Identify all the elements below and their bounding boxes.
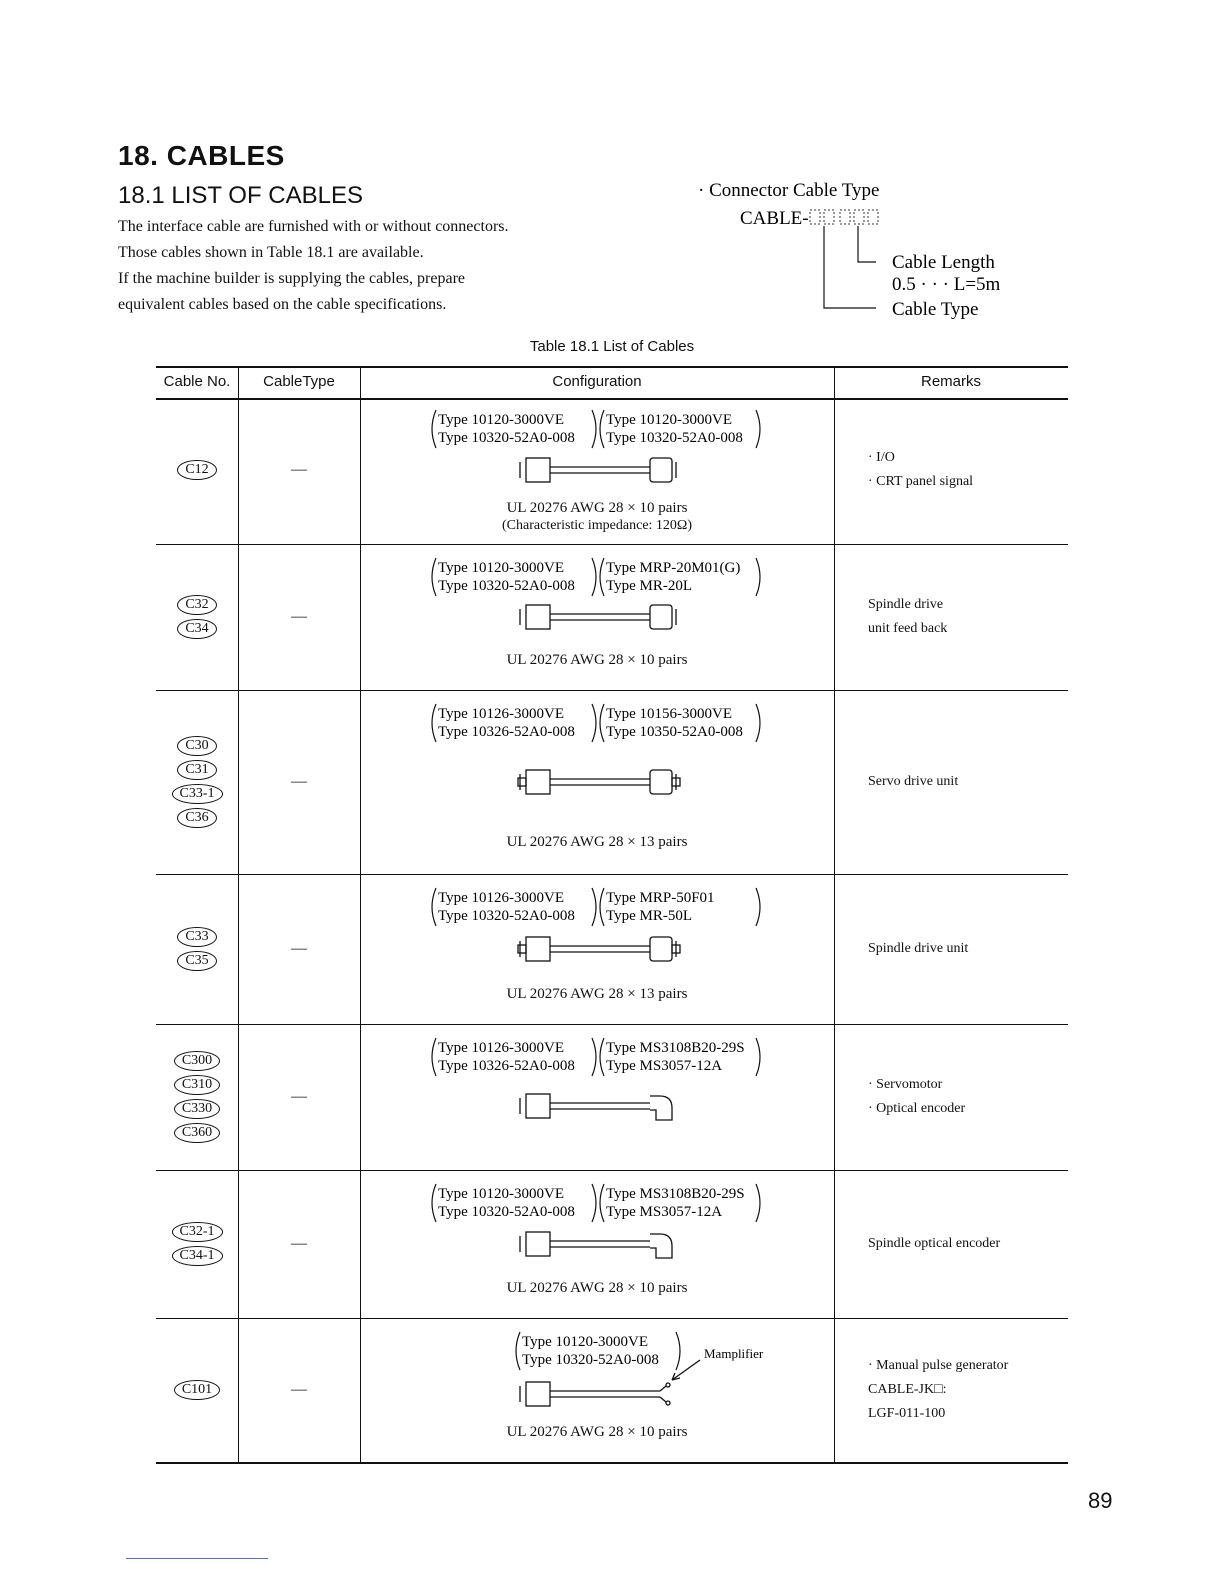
cable-number-badge: C33-1 [172,784,223,804]
cable-drawing [520,1094,672,1120]
right-connector-type: Type MS3108B20-29S [606,1186,745,1202]
cable-type-label: Cable Type [892,299,979,320]
cable-code: CABLE- [740,208,809,229]
cable-type-cell: — [291,940,307,957]
bracket [600,410,604,448]
cable-length-label: Cable Length [892,252,995,273]
remark-line: · Servomotor [868,1077,943,1092]
left-connector-type: Type 10120-3000VE [438,560,565,576]
cable-number-cell [156,1318,238,1462]
cable-diagram [360,1024,834,1170]
right-connector-type: Type 10156-3000VE [606,706,733,722]
intro-line: The interface cable are furnished with or without connectors. [118,218,509,235]
left-connector-type: Type 10120-3000VE [438,412,565,428]
table-row [156,1318,1068,1464]
cable-number-badge: C310 [174,1075,220,1095]
configuration-cell [360,1318,834,1462]
left-connector-type: Type 10120-3000VE [522,1334,649,1350]
left-connector-housing: Type 10320-52A0-008 [438,430,575,446]
cable-spec: UL 20276 AWG 28 × 10 pairs [506,1280,688,1296]
configuration-cell [360,544,834,690]
cable-spec: UL 20276 AWG 28 × 10 pairs [506,1424,688,1440]
bracket [600,1184,604,1222]
table-row [156,874,1068,1025]
left-connector-housing: Type 10326-52A0-008 [438,724,575,740]
remark-line: Spindle drive [868,597,944,612]
cable-spec: UL 20276 AWG 28 × 13 pairs [506,986,688,1002]
cable-number-cell [156,396,238,544]
bracket [592,410,596,448]
cable-number-badge: C34 [177,619,216,639]
cable-number-badge: C31 [177,760,216,780]
intro-line: equivalent cables based on the cable specifications. [118,296,447,313]
remarks-cell [868,690,1068,874]
header-configuration: Configuration [552,373,642,390]
bracket [592,704,596,742]
page-number: 89 [1088,1488,1113,1513]
right-angle-connector-shape [650,1096,672,1120]
remark-line: Spindle drive unit [868,941,969,956]
cable-number-cell [156,1170,238,1318]
bracket [432,888,436,926]
remarks-cell [868,1024,1068,1170]
remarks-cell [868,396,1068,544]
cable-number-badge: C30 [177,736,216,756]
right-connector-housing: Type MS3057-12A [606,1058,723,1074]
code-placeholder-boxes [810,210,878,224]
cable-type-cell: — [291,1088,307,1105]
bracket [516,1332,520,1370]
right-connector-type: Type MRP-20M01(G) [606,560,741,576]
intro-line: Those cables shown in Table 18.1 are available. [118,244,424,261]
cable-number-badge: C12 [177,460,216,480]
left-connector-shape [526,937,550,961]
cable-number-cell [156,874,238,1024]
table-row [156,1170,1068,1319]
bracket [756,1184,760,1222]
table-row [156,1024,1068,1171]
right-connector-shape [650,458,672,482]
remarks-cell [868,1318,1068,1462]
intro-text [118,214,509,318]
left-connector-shape [526,1232,550,1256]
cable-number-badge: C101 [174,1380,220,1400]
cable-drawing [520,1232,672,1258]
cable-spec: UL 20276 AWG 28 × 13 pairs [506,834,688,850]
table-row [156,690,1068,875]
bracket [756,1038,760,1076]
right-connector-shape [650,605,672,629]
remark-line: Spindle optical encoder [868,1236,1001,1251]
remarks-cell [868,544,1068,690]
remark-line: unit feed back [868,621,948,636]
left-connector-type: Type 10126-3000VE [438,706,565,722]
bracket [432,1038,436,1076]
cable-drawing [520,605,676,629]
cable-number-badge: C32 [177,595,216,615]
remark-line: · I/O [868,450,895,465]
cable-number-badge: C34-1 [172,1246,223,1266]
cable-number-cell [156,544,238,690]
cable-length-range: 0.5 · · · L=5m [892,274,1001,295]
cable-number-cell [156,690,238,874]
remark-line: · CRT panel signal [868,474,974,489]
left-connector-housing: Type 10320-52A0-008 [438,908,575,924]
remark-line: CABLE-JK□: [868,1382,947,1397]
right-connector-housing: Type MR-20L [606,578,693,594]
bracket [600,704,604,742]
column-divider [834,366,835,1462]
intro-line: If the machine builder is supplying the cables, prepare [118,270,465,287]
cable-number-badge: C32-1 [172,1222,223,1242]
remarks-cell [868,874,1068,1024]
left-connector-type: Type 10126-3000VE [438,890,565,906]
left-connector-shape [526,458,550,482]
bracket [756,410,760,448]
header-cable-no: Cable No. [163,373,231,390]
left-connector-housing: Type 10320-52A0-008 [438,578,575,594]
wire-terminal [666,1383,670,1387]
cable-spec-note: (Characteristic impedance: 120Ω) [502,518,692,533]
cable-number-badge: C330 [174,1099,220,1119]
cable-number-cell [156,1024,238,1170]
cable-type-heading: · Connector Cable Type [698,180,880,201]
left-connector-type: Type 10120-3000VE [438,1186,565,1202]
cable-number-badge: C35 [177,951,216,971]
configuration-cell [360,874,834,1024]
right-connector-housing: Type MS3057-12A [606,1204,723,1220]
right-connector-housing: Type 10320-52A0-008 [606,430,743,446]
cable-drawing [520,458,676,482]
bracket [592,888,596,926]
right-connector-housing: Type MR-50L [606,908,693,924]
remark-line: LGF-011-100 [868,1406,946,1421]
right-connector-type: Type MRP-50F01 [606,890,715,906]
bracket [592,1038,596,1076]
column-divider [360,366,361,1462]
header-remarks: Remarks [920,373,981,390]
table-row [156,396,1068,545]
bracket [592,558,596,596]
right-connector-type: Type 10120-3000VE [606,412,733,428]
left-connector-shape [526,770,550,794]
right-connector-shape [650,937,672,961]
right-connector-shape [650,770,672,794]
cable-type-cell: — [291,1235,307,1252]
bracket [432,558,436,596]
bracket [676,1332,680,1370]
footer-rule [126,1558,268,1559]
connector-cable-type-diagram [690,178,1030,323]
table-caption: Table 18.1 List of Cables [529,338,695,355]
cable-type-cell: — [291,461,307,478]
cable-number-badge: C360 [174,1123,220,1143]
right-connector-type: Type MS3108B20-29S [606,1040,745,1056]
right-angle-connector-shape [650,1234,672,1258]
left-connector-housing: Type 10326-52A0-008 [438,1058,575,1074]
header-cable-type: CableType [263,373,335,390]
configuration-cell [360,396,834,544]
cable-drawing [518,770,680,794]
bracket [432,1184,436,1222]
subsection-title: 18.1 LIST OF CABLES [118,182,364,209]
bracket [432,704,436,742]
cable-type-cell: — [291,608,307,625]
cable-number-badge: C300 [174,1051,220,1071]
cable-drawing [518,937,680,961]
cable-type-cell: — [291,773,307,790]
bracket [592,1184,596,1222]
configuration-cell [360,690,834,874]
cable-spec: UL 20276 AWG 28 × 10 pairs [506,652,688,668]
bracket [432,410,436,448]
bracket [600,888,604,926]
remark-line: · Manual pulse generator [868,1358,1009,1373]
bracket [756,888,760,926]
left-connector-shape [526,605,550,629]
configuration-cell [360,1170,834,1318]
section-title: 18. CABLES [118,140,285,171]
table-row [156,544,1068,691]
left-connector-shape [526,1094,550,1118]
left-connector-type: Type 10126-3000VE [438,1040,565,1056]
remarks-cell [868,1170,1068,1318]
amplifier-label: Mamplifier [704,1346,764,1361]
bracket [600,558,604,596]
bracket [756,558,760,596]
wire-terminal [666,1401,670,1405]
left-connector-shape [526,1382,550,1406]
cable-number-badge: C33 [177,927,216,947]
right-connector-housing: Type 10350-52A0-008 [606,724,743,740]
leader-lines [824,226,876,308]
cable-type-cell: — [291,1381,307,1398]
cable-number-badge: C36 [177,808,216,828]
column-divider [238,366,239,1462]
left-connector-housing: Type 10320-52A0-008 [438,1204,575,1220]
remark-line: Servo drive unit [868,774,959,789]
bracket [600,1038,604,1076]
bracket [756,704,760,742]
remark-line: · Optical encoder [868,1101,966,1116]
left-connector-housing: Type 10320-52A0-008 [522,1352,659,1368]
cable-spec: UL 20276 AWG 28 × 10 pairs [506,500,688,516]
table-header [156,366,1068,400]
configuration-cell [360,1024,834,1170]
